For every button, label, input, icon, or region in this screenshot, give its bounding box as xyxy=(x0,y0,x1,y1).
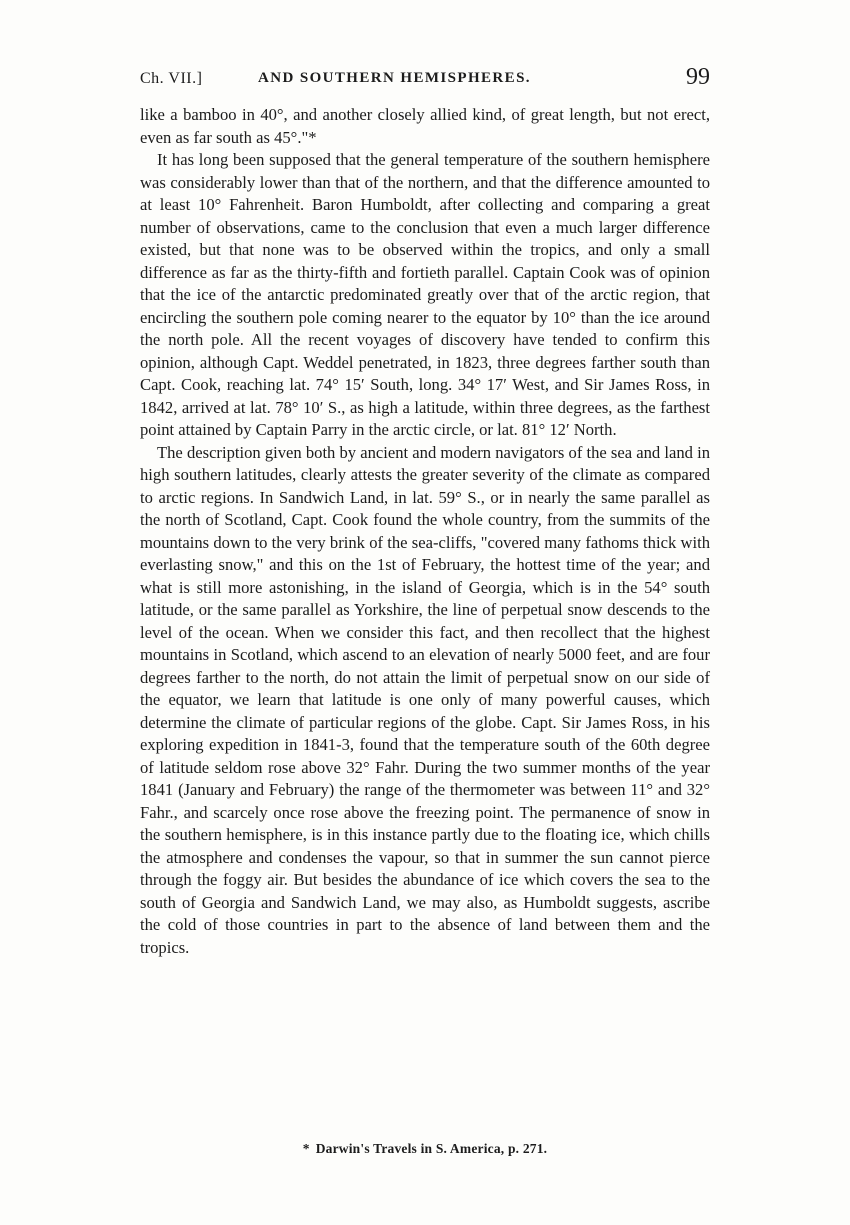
paragraph-southern-climate: The description given both by ancient and modern navigators of the sea and land in high southern latitudes, clearly attests the greater severity of the climate as compared to arctic regions. In Sandwich Land, in lat. 59° S., or in nearly the same parallel as the north of Scotland, Capt. Cook found the whole country, from the summits of the mountains down to the very brink of the sea-cliffs, "covered many fathoms thick with everlasting snow," and this on the 1st of February, the hottest time of the year; and what is still more astonishing, in the island of Georgia, which is in the 54° south latitude, or the same parallel as Yorkshire, the line of perpetual snow descends to the level of the ocean. When we consider this fact, and then recollect that the highest mountains in Scotland, which ascend to an elevation of nearly 5000 feet, and are four degrees farther to the north, do not attain the limit of perpetual snow on our side of the equator, we learn that latitude is one only of many powerful causes, which determine the climate of particular regions of the globe. Capt. Sir James Ross, in his exploring expedition in 1841-3, found that the temperature south of the 60th degree of latitude seldom rose above 32° Fahr. During the two summer months of the year 1841 (January and February) the range of the thermometer was between 11° and 32° Fahr., and scarcely once rose above the freezing point. The permanence of snow in the southern hemisphere, is in this instance partly due to the floating ice, which chills the atmosphere and condenses the vapour, so that in summer the sun cannot pierce through the foggy air. But besides the abundance of ice which covers the sea to the south of Georgia and Sandwich Land, we may also, as Humboldt suggests, ascribe the cold of those countries in part to the absence of land between them and the tropics. xyxy=(140,442,710,957)
paragraph-continued: like a bamboo in 40°, and another closely allied kind, of great length, but not erect, even as far south as 45°."* xyxy=(140,105,710,147)
page-number: 99 xyxy=(686,64,710,90)
footnote xyxy=(0,1141,850,1157)
chapter-label: Ch. VII.] xyxy=(140,70,203,87)
running-head xyxy=(140,66,710,94)
body-text xyxy=(140,104,710,959)
running-title: AND SOUTHERN HEMISPHERES. xyxy=(258,70,531,86)
paragraph-southern-temperature: It has long been supposed that the general temperature of the southern hemisphere was considerably lower than that of the northern, and that the difference amounted to at least 10° Fahrenheit. Baron Humboldt, after collecting and comparing a great number of observations, came to the conclusion that even a much larger difference existed, but that none was to be observed within the tropics, and only a small difference as far as the thirty-fifth and fortieth parallel. Captain Cook was of opinion that the ice of the antarctic predominated greatly over that of the arctic region, that encircling the southern pole coming nearer to the equator by 10° than the ice around the north pole. All the recent voyages of discovery have tended to confirm this opinion, although Capt. Weddel penetrated, in 1823, three degrees farther south than Capt. Cook, reaching lat. 74° 15′ South, long. 34° 17′ West, and Sir James Ross, in 1842, arrived at lat. 78° 10′ S., as high a latitude, within three degrees, as the farthest point attained by Captain Parry in the arctic circle, or lat. 81° 12′ North. xyxy=(140,150,710,439)
footnote-text: Darwin's Travels in S. America, p. 271. xyxy=(315,1141,548,1156)
footnote-mark: * xyxy=(302,1141,310,1156)
